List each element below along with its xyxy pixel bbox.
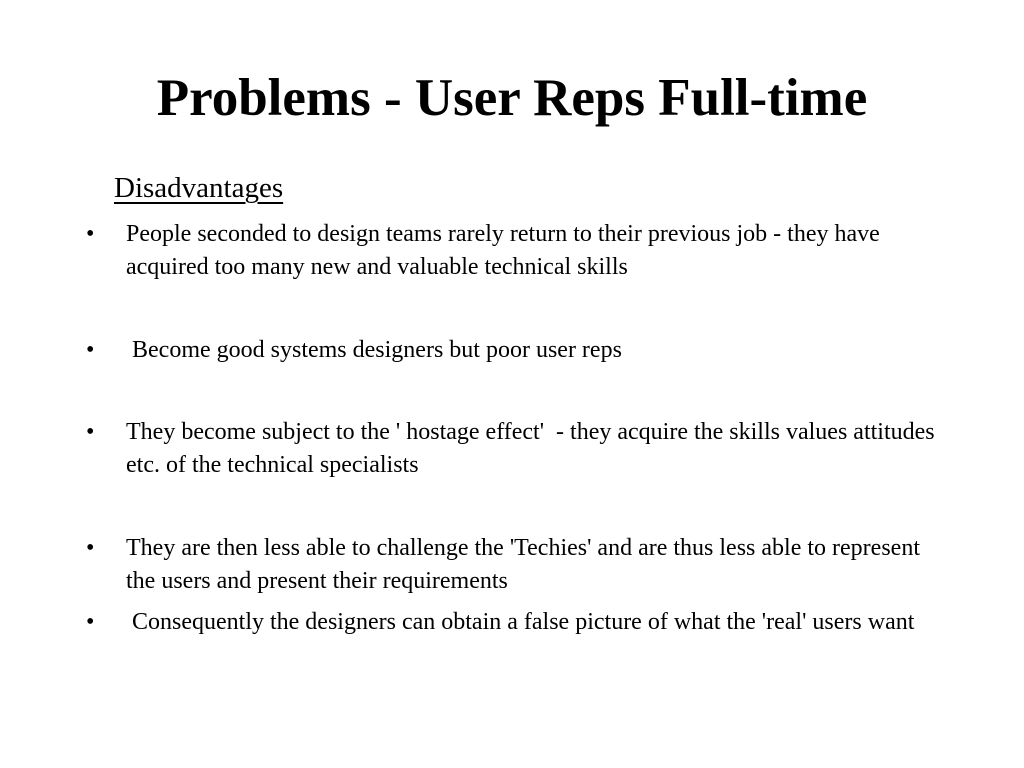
bullet-item	[86, 416, 946, 482]
bullet-item	[86, 532, 946, 598]
bullet-text: People seconded to design teams rarely return to their previous job - they have acquired too many new and valuable technical skills	[126, 221, 886, 280]
bullet-icon: •	[86, 535, 95, 561]
bullet-item	[86, 606, 946, 639]
slide-title: Problems - User Reps Full-time	[156, 69, 868, 127]
bullet-item	[86, 218, 946, 284]
bullet-icon: •	[86, 337, 95, 363]
bullet-icon: •	[86, 221, 95, 247]
bullet-icon: •	[86, 419, 95, 445]
bullet-icon: •	[86, 609, 95, 635]
bullet-text: They become subject to the ' hostage effect' - they acquire the skills values attitudes etc. of the technical specialists	[126, 419, 941, 478]
bullet-text: Consequently the designers can obtain a false picture of what the 'real' users want	[126, 609, 915, 635]
bullet-item	[86, 334, 946, 367]
bullet-text: They are then less able to challenge the 'Techies' and are thus less able to represent the users and present their requirements	[126, 535, 926, 594]
disadvantages-heading: Disadvantages	[114, 172, 284, 204]
bullet-text: Become good systems designers but poor user reps	[126, 337, 622, 363]
